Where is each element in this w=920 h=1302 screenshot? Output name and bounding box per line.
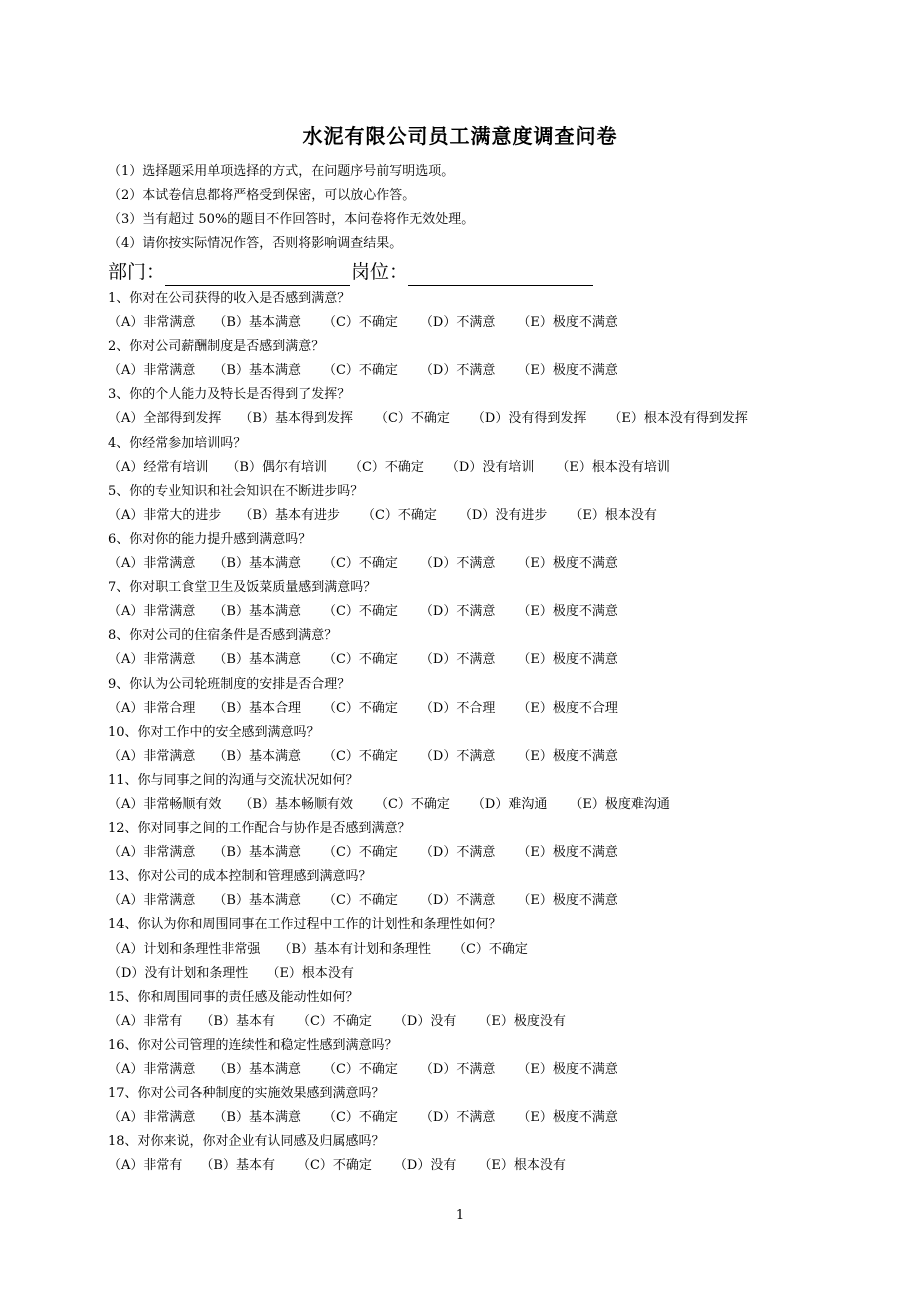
answer-option[interactable]: （D）不满意	[419, 748, 496, 764]
instruction-line: （2）本试卷信息都将严格受到保密，可以放心作答。	[108, 188, 416, 203]
answer-option[interactable]: （D）不满意	[419, 556, 496, 572]
answer-option[interactable]: （D）没有培训	[445, 459, 535, 475]
answer-option[interactable]: （D）没有计划和条理性	[108, 965, 249, 981]
answer-option[interactable]: （C）不确定	[296, 1158, 372, 1174]
answer-option[interactable]: （B）基本有进步	[239, 507, 340, 523]
question-text: 8、你对公司的住宿条件是否感到满意？	[108, 628, 338, 644]
page-number: 1	[455, 1208, 465, 1223]
answer-option[interactable]: （D）不满意	[419, 604, 496, 620]
answer-option[interactable]: （A）非常满意	[108, 652, 196, 668]
answer-option[interactable]: （D）不满意	[419, 1062, 496, 1077]
answer-option[interactable]: （E）极度不合理	[517, 700, 618, 716]
instructions	[108, 160, 474, 256]
question-text: 5、你的专业知识和社会知识在不断进步吗？	[108, 483, 364, 499]
option-row	[108, 793, 748, 817]
answer-option[interactable]: （B）基本满意	[213, 604, 301, 620]
answer-option[interactable]: （B）基本得到发挥	[239, 411, 353, 427]
answer-option[interactable]: （A）非常有	[108, 1013, 183, 1029]
question-list	[108, 287, 748, 1178]
answer-option[interactable]: （E）极度难沟通	[569, 796, 670, 812]
answer-option[interactable]: （C）不确定	[296, 1013, 372, 1029]
department-blank[interactable]	[165, 263, 350, 286]
answer-option[interactable]: （E）极度不满意	[517, 604, 618, 620]
answer-option[interactable]: （A）经常有培训	[108, 459, 209, 475]
answer-option[interactable]: （A）非常满意	[108, 315, 196, 331]
position-label: 岗位：	[351, 261, 409, 283]
answer-option[interactable]: （A）非常满意	[108, 748, 196, 764]
instruction-line: （1）选择题采用单项选择的方式，在问题序号前写明选项。	[108, 164, 455, 179]
instruction-line: （4）请你按实际情况作答，否则将影响调查结果。	[108, 236, 403, 251]
answer-option[interactable]: （C）不确定	[322, 604, 398, 620]
info-fields	[108, 258, 594, 286]
answer-option[interactable]: （E）根本没有	[266, 965, 354, 981]
question-text: 10、你对工作中的安全感到满意吗？	[108, 724, 320, 740]
answer-option[interactable]: （B）基本满意	[213, 893, 301, 909]
answer-option[interactable]: （D）没有	[393, 1158, 457, 1174]
answer-option[interactable]: （D）不满意	[419, 652, 496, 668]
question-text: 11、你与同事之间的沟通与交流状况如何？	[108, 772, 359, 788]
answer-option[interactable]: （C）不确定	[322, 556, 398, 572]
answer-option[interactable]: （A）非常满意	[108, 1062, 196, 1077]
answer-option[interactable]: （E）极度不满意	[517, 652, 618, 668]
answer-option[interactable]: （B）基本畅顺有效	[239, 796, 353, 812]
answer-option[interactable]: （E）极度不满意	[517, 363, 618, 379]
answer-option[interactable]: （C）不确定	[322, 845, 398, 861]
answer-option[interactable]: （B）基本满意	[213, 1110, 301, 1126]
option-row	[108, 552, 748, 576]
answer-option[interactable]: （A）非常有	[108, 1158, 183, 1174]
answer-option[interactable]: （D）不满意	[419, 315, 496, 331]
answer-option[interactable]: （C）不确定	[322, 315, 398, 331]
question-text: 3、你的个人能力及特长是否得到了发挥？	[108, 387, 351, 403]
option-row	[108, 1010, 748, 1034]
answer-option[interactable]: （C）不确定	[322, 748, 398, 764]
answer-option[interactable]: （B）基本满意	[213, 315, 301, 331]
answer-option[interactable]: （B）基本满意	[213, 556, 301, 572]
answer-option[interactable]: （A）非常满意	[108, 363, 196, 379]
answer-option[interactable]: （E）极度不满意	[517, 1110, 618, 1126]
answer-option[interactable]: （A）全部得到发挥	[108, 411, 222, 427]
option-row	[108, 889, 748, 913]
answer-option[interactable]: （C）不确定	[374, 411, 450, 427]
answer-option[interactable]: （B）基本有计划和条理性	[278, 941, 431, 957]
answer-option[interactable]: （E）极度不满意	[517, 748, 618, 764]
answer-option[interactable]: （E）极度不满意	[517, 315, 618, 331]
answer-option[interactable]: （E）极度不满意	[517, 845, 618, 861]
option-row	[108, 1154, 748, 1178]
answer-option[interactable]: （B）偶尔有培训	[226, 459, 327, 475]
answer-option[interactable]: （D）没有	[393, 1013, 457, 1029]
answer-option[interactable]: （A）非常满意	[108, 893, 196, 909]
answer-option[interactable]: （D）不合理	[419, 700, 496, 716]
question-text: 6、你对你的能力提升感到满意吗？	[108, 531, 312, 547]
question-text: 12、你对同事之间的工作配合与协作是否感到满意？	[108, 821, 411, 837]
option-row	[108, 504, 748, 528]
answer-option[interactable]: （E）极度不满意	[517, 1062, 618, 1077]
answer-option[interactable]: （C）不确定	[322, 652, 398, 668]
answer-option[interactable]: （B）基本满意	[213, 363, 301, 379]
answer-option[interactable]: （D）不满意	[419, 845, 496, 861]
answer-option[interactable]: （C）不确定	[322, 1062, 398, 1077]
answer-option[interactable]: （B）基本满意	[213, 748, 301, 764]
answer-option[interactable]: （A）非常满意	[108, 1110, 196, 1126]
department-label: 部门：	[108, 261, 166, 283]
answer-option[interactable]: （A）计划和条理性非常强	[108, 941, 261, 957]
answer-option[interactable]: （A）非常满意	[108, 556, 196, 572]
answer-option[interactable]: （E）根本没有	[569, 507, 657, 523]
answer-option[interactable]: （A）非常合理	[108, 700, 196, 716]
answer-option[interactable]: （E）极度不满意	[517, 893, 618, 909]
answer-option[interactable]: （C）不确定	[348, 459, 424, 475]
answer-option[interactable]: （B）基本满意	[213, 845, 301, 861]
answer-option[interactable]: （C）不确定	[322, 1110, 398, 1126]
answer-option[interactable]: （E）极度没有	[478, 1013, 566, 1029]
question-text: 13、你对公司的成本控制和管理感到满意吗？	[108, 869, 372, 885]
question-text: 15、你和周围同事的责任感及能动性如何？	[108, 989, 359, 1005]
question-text: 9、你认为公司轮班制度的安排是否合理？	[108, 676, 351, 692]
question-text: 17、你对公司各种制度的实施效果感到满意吗？	[108, 1086, 385, 1102]
question-text: 2、你对公司薪酬制度是否感到满意？	[108, 339, 325, 355]
question-text: 1、你对在公司获得的收入是否感到满意？	[108, 291, 351, 306]
question-text: 14、你认为你和周围同事在工作过程中工作的计划性和条理性如何？	[108, 917, 502, 933]
answer-option[interactable]: （D）不满意	[419, 1110, 496, 1126]
answer-option[interactable]: （C）不确定	[452, 941, 528, 957]
option-row	[108, 938, 748, 962]
answer-option[interactable]: （E）根本没有	[478, 1158, 566, 1174]
option-row	[108, 648, 748, 672]
question-text: 4、你经常参加培训吗？	[108, 435, 247, 451]
answer-option[interactable]: （C）不确定	[322, 893, 398, 909]
answer-option[interactable]: （B）基本合理	[213, 700, 301, 716]
answer-option[interactable]: （E）根本没有培训	[556, 459, 670, 475]
answer-option[interactable]: （C）不确定	[322, 363, 398, 379]
option-row	[108, 841, 748, 865]
option-row	[108, 962, 748, 986]
answer-option[interactable]: （B）基本满意	[213, 1062, 301, 1077]
answer-option[interactable]: （D）不满意	[419, 893, 496, 909]
answer-option[interactable]: （D）没有得到发挥	[471, 411, 587, 427]
question-text: 16、你对公司管理的连续性和稳定性感到满意吗？	[108, 1037, 398, 1053]
answer-option[interactable]: （A）非常满意	[108, 845, 196, 861]
question-text: 7、你对职工食堂卫生及饭菜质量感到满意吗？	[108, 580, 377, 596]
answer-option[interactable]: （D）没有进步	[458, 507, 548, 523]
answer-option[interactable]: （D）难沟通	[471, 796, 548, 812]
document-title: 水泥有限公司员工满意度调查问卷	[302, 124, 618, 148]
answer-option[interactable]: （D）不满意	[419, 363, 496, 379]
option-row	[108, 359, 748, 383]
answer-option[interactable]: （B）基本满意	[213, 652, 301, 668]
question-text: 18、对你来说，你对企业有认同感及归属感吗？	[108, 1134, 385, 1150]
answer-option[interactable]: （A）非常满意	[108, 604, 196, 620]
answer-option[interactable]: （B）基本有	[200, 1013, 275, 1029]
option-row	[108, 407, 748, 431]
answer-option[interactable]: （C）不确定	[374, 796, 450, 812]
option-row	[108, 1106, 748, 1130]
answer-option[interactable]: （E）极度不满意	[517, 556, 618, 572]
position-blank[interactable]	[408, 263, 593, 286]
option-row	[108, 600, 748, 624]
option-row	[108, 697, 748, 721]
answer-option[interactable]: （A）非常畅顺有效	[108, 796, 222, 812]
option-row	[108, 311, 748, 335]
answer-option[interactable]: （C）不确定	[361, 507, 437, 523]
option-row	[108, 1058, 748, 1082]
answer-option[interactable]: （A）非常大的进步	[108, 507, 222, 523]
option-row	[108, 745, 748, 769]
answer-option[interactable]: （E）根本没有得到发挥	[608, 411, 748, 427]
option-row	[108, 456, 748, 480]
answer-option[interactable]: （C）不确定	[322, 700, 398, 716]
instruction-line: （3）当有超过 50%的题目不作回答时，本问卷将作无效处理。	[108, 212, 475, 227]
answer-option[interactable]: （B）基本有	[200, 1158, 275, 1174]
